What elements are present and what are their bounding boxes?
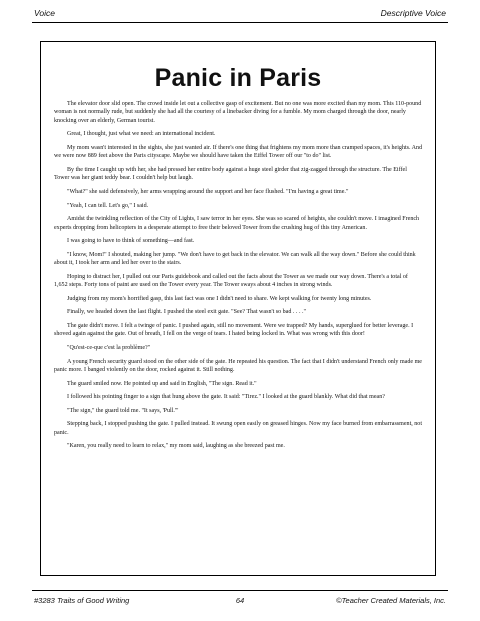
footer-divider — [32, 590, 448, 591]
paragraph: "Yeah, I can tell. Let's go," I said. — [67, 202, 149, 209]
paragraph: Stepping back, I stopped pushing the gate. I pulled instead. It swung open easily on greased hinges. Now my face burned from embarrassment, not panic. — [54, 421, 423, 436]
paragraph: "The sign," the guard told me. "It says, 'Pull.'" — [67, 407, 179, 414]
paragraph: "I know, Mom!" I shouted, making her jump. "We don't have to get back in the elevator. We can walk all the way down." Before she could think about it, I took her arm and led her over to the stairs. — [54, 251, 416, 267]
paragraph: By the time I caught up with her, she had pressed her entire body against a huge steel girder that zig-zagged through the structure. The Eiffel Tower was her giant teddy bear. I couldn't help but laugh. — [54, 167, 407, 182]
paragraph: Amidst the twinkling reflection of the City of Lights, I saw terror in her eyes. She was so scared of heights, she couldn't move. I imagined French experts dropping from helicopters in a desperate attempt to free their beloved Tower from the crushing hug of this tiny American. — [54, 216, 420, 231]
paragraph: I followed his pointing finger to a sign that hung above the gate. It said: "Tirez." I looked at the guard blankly. What did that mean? — [67, 394, 385, 401]
story-title: Panic in Paris — [154, 64, 322, 92]
paragraph: "Qu'est-ce-que c'est la problème?" — [67, 344, 151, 351]
story-body — [54, 100, 423, 456]
paragraph: The elevator door slid open. The crowd inside let out a collective gasp of excitement. But no one was more excited than my mom. This 110-pound woman is not normally rude, but suddenly she had all the courtesy of a linebacker diving for a fumble. My mom charged through the door, nearly knocking over an elderly, German tourist. — [54, 101, 422, 124]
header-subsection-label: Descriptive Voice — [380, 8, 446, 18]
footer-copyright: ©Teacher Created Materials, Inc. — [336, 596, 446, 605]
paragraph: A young French security guard stood on the other side of the gate. He repeated his question. The fact that I didn't understand French only made me panic more. I banged violently on the door, rocked against it. Still nothing. — [54, 358, 422, 373]
paragraph: My mom wasn't interested in the sights, she just wanted air. If there's one thing that frightens my mom more than cramped spaces, it's heights. And we were now 889 feet above the Paris cityscape. Maybe we should have taken the Eiffel Tower off our "to do" list. — [54, 145, 423, 160]
footer-book-title: #3283 Traits of Good Writing — [34, 596, 130, 605]
paragraph: The gate didn't move. I felt a twinge of panic. I pushed again, still no movement. Were we trapped? My hands, superglued for better leverage. I shoved again against the gate. Out of breath, I fell on the verge of tears. I hated being locked in. What was wrong with this door! — [54, 322, 414, 338]
paragraph: Great, I thought, just what we need: an international incident. — [67, 131, 216, 138]
story-frame — [40, 41, 436, 576]
page-number: 64 — [235, 596, 245, 605]
paragraph: "Karen, you really need to learn to relax," my mom said, laughing as she breezed past me. — [67, 443, 285, 450]
paragraph: "What?" she said defensively, her arms wrapping around the support and her face flushed. "I'm having a great time." — [67, 189, 349, 195]
paragraph: Judging from my mom's horrified gasp, this last fact was one I didn't need to share. We kept walking for twenty long minutes. — [67, 295, 372, 302]
paragraph: I was going to have to think of something—and fast. — [67, 238, 195, 245]
header-divider — [32, 22, 448, 23]
header-section-label: Voice — [34, 8, 55, 18]
paragraph: The guard smiled now. He pointed up and said in English, "The sign. Read it." — [67, 380, 257, 387]
paragraph: Hoping to distract her, I pulled out our Paris guidebook and called out the facts about the Tower as we made our way down. There's a total of 1,652 steps. Forty tons of paint are used on the Tower every year. The Tower sways about 4 inches in strong winds. — [54, 273, 408, 289]
paragraph: Finally, we headed down the last flight. I pushed the steel exit gate. "See? That wasn't so bad . . . ." — [67, 309, 306, 316]
